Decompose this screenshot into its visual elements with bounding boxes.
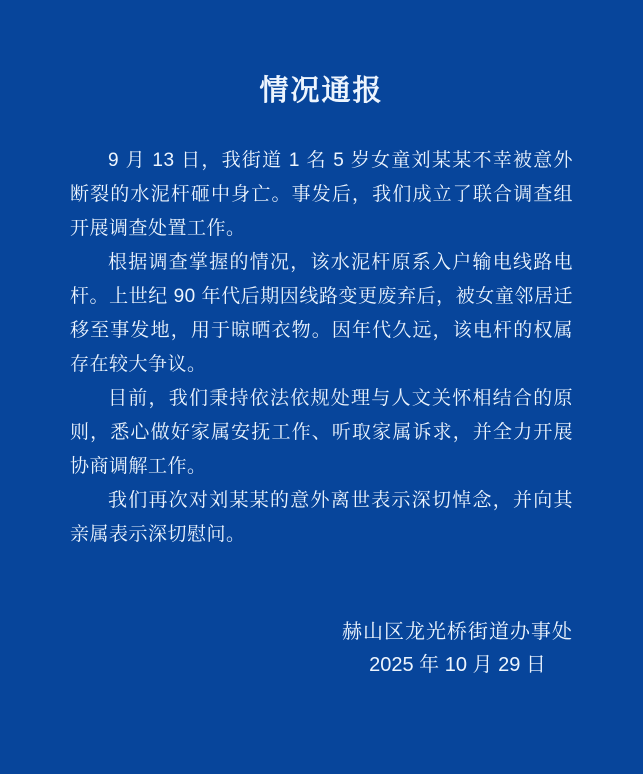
notice-paragraph-1: 9 月 13 日，我街道 1 名 5 岁女童刘某某不幸被意外断裂的水泥杆砸中身亡。事发后，我们成立了联合调查组开展调查处置工作。 [70,150,573,239]
issuer-name: 赫山区龙光桥街道办事处 [342,621,573,643]
notice-title: 情况通报 [259,75,384,107]
issue-date: 2025 年 10 月 29 日 [369,654,546,676]
notice-paragraph-4: 我们再次对刘某某的意外离世表示深切悼念，并向其亲属表示深切慰问。 [70,490,573,545]
notice-body [70,144,573,552]
notice-paragraph-3: 目前，我们秉持依法依规处理与人文关怀相结合的原则，悉心做好家属安抚工作、听取家属诉求，并全力开展协商调解工作。 [70,388,573,477]
signature-inner [342,616,573,682]
signature-block [70,616,573,682]
notice-paragraph-2: 根据调查掌握的情况，该水泥杆原系入户输电线路电杆。上世纪 90 年代后期因线路变更废弃后，被女童邻居迁移至事发地，用于晾晒衣物。因年代久远，该电杆的权属存在较大争议。 [70,252,573,375]
